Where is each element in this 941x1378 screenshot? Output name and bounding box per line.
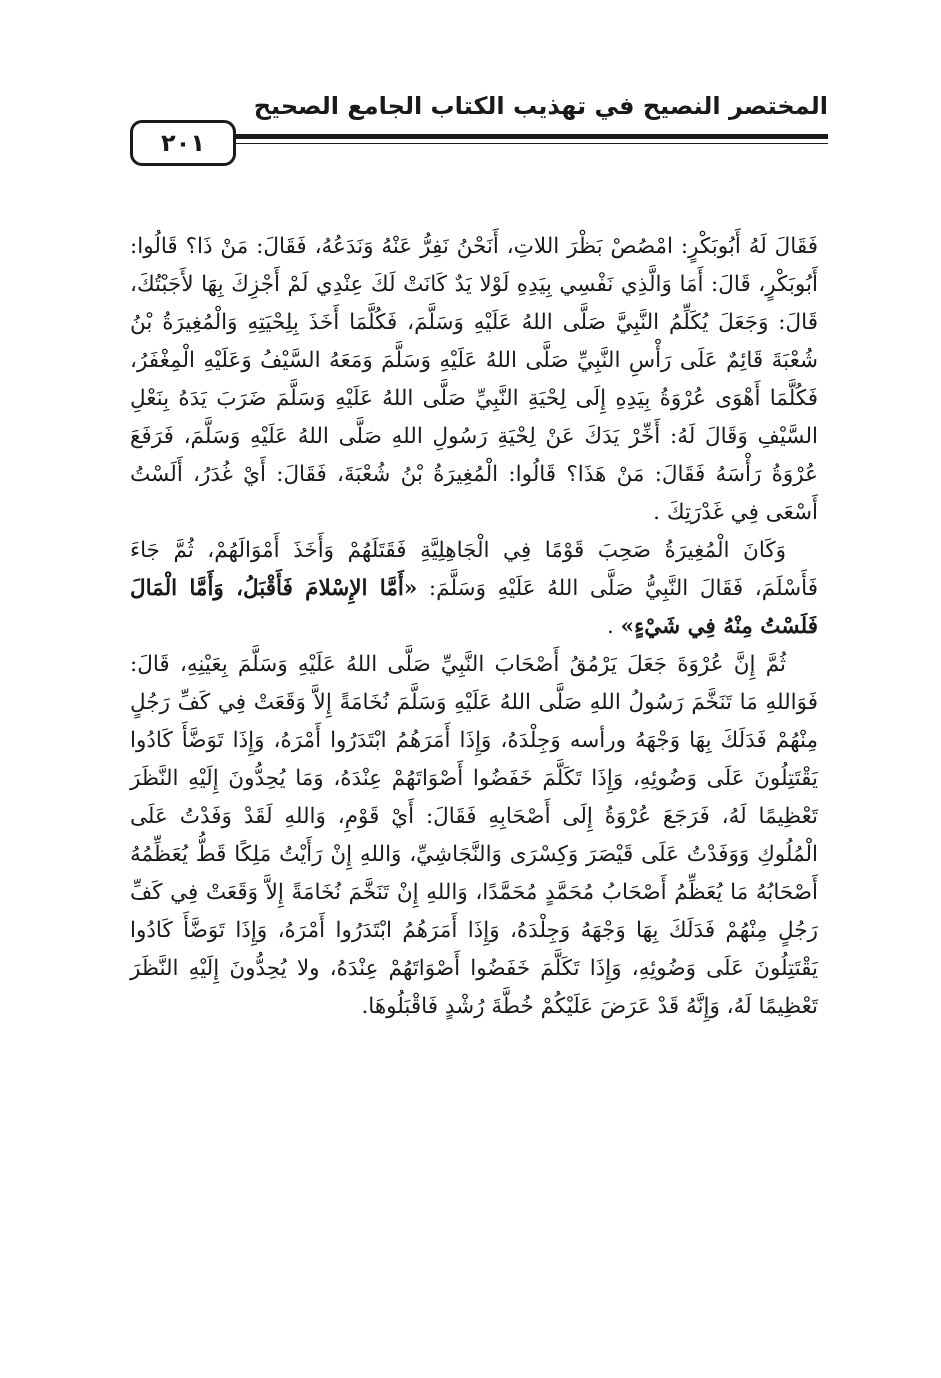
book-title: المختصر النصيح في تهذيب الكتاب الجامع الصحيح (253, 92, 828, 120)
page-number: ٢٠١ (130, 120, 236, 166)
paragraph-3: ثُمَّ إِنَّ عُرْوَةَ جَعَلَ يَرْمُقُ أَصْحَابَ النَّبِيِّ صَلَّى اللهُ عَلَيْهِ وَسَلَّمَ بِعَيْنِهِ، قَالَ: فَوَاللهِ مَا تَنَخَّمَ رَسُولُ اللهِ صَلَّى اللهُ عَلَيْهِ وَسَلَّمَ نُخَامَةً إِلاَّ وَقَعَتْ فِي كَفِّ رَجُلٍ مِنْهُمْ فَدَلَكَ بِهَا وَجْهَهُ ورأسه وَجِلْدَهُ، وَإِذَا أَمَرَهُمُ ابْتَدَرُوا أَمْرَهُ، وَإِذَا تَوَضَّأَ كَادُوا يَقْتَتِلُونَ عَلَى وَضُوئِهِ، وَإِذَا تَكَلَّمَ خَفَضُوا أَصْوَاتَهُمْ عِنْدَهُ، وَمَا يُحِدُّونَ إِلَيْهِ النَّظَرَ تَعْظِيمًا لَهُ، فَرَجَعَ عُرْوَةُ إِلَى أَصْحَابِهِ فَقَالَ: أَيْ قَوْمِ، وَاللهِ لَقَدْ وَفَدْتُ عَلَى الْمُلُوكِ وَوَفَدْتُ عَلَى قَيْصَرَ وَكِسْرَى وَالنَّجَاشِيِّ، وَاللهِ إِنْ رَأَيْتُ مَلِكًا قَطُّ يُعَظِّمُهُ أَصْحَابُهُ مَا يُعَظِّمُ أَصْحَابُ مُحَمَّدٍ مُحَمَّدًا، وَاللهِ إِنْ تَنَخَّمَ نُخَامَةً إِلاَّ وَقَعَتْ فِي كَفِّ رَجُلٍ مِنْهُمْ فَدَلَكَ بِهَا وَجْهَهُ وَجِلْدَهُ، وَإِذَا أَمَرَهُمُ ابْتَدَرُوا أَمْرَهُ، وَإِذَا تَوَضَّأَ كَادُوا يَقْتَتِلُونَ عَلَى وَضُوئِهِ، وَإِذَا تَكَلَّمَ خَفَضُوا أَصْوَاتَهُمْ عِنْدَهُ، ولا يُحِدُّونَ إِلَيْهِ النَّظَرَ تَعْظِيمًا لَهُ، وَإِنَّهُ قَدْ عَرَضَ عَلَيْكُمْ خُطَّةَ رُشْدٍ فَاقْبَلُوهَا. (130, 652, 818, 1019)
page-body (130, 228, 818, 1026)
paragraph-2-text: وَكَانَ الْمُغِيرَةُ صَحِبَ قَوْمًا فِي الْجَاهِلِيَّةِ فَقَتَلَهُمْ وَأَخَذَ أَمْوَالَهُمْ، ثُمَّ جَاءَ فَأَسْلَمَ، فَقَالَ النَّبِيُّ صَلَّى اللهُ عَلَيْهِ وَسَلَّمَ: (130, 538, 818, 601)
paragraph-2-end: . (606, 614, 621, 639)
page-header (120, 92, 828, 182)
header-rule (228, 134, 828, 139)
paragraph-1: فَقَالَ لَهُ أَبُوبَكْرٍ: امْصُصْ بَظْرَ اللاتِ، أَنَحْنُ نَفِرُّ عَنْهُ وَنَدَعُهُ، فَقَالَ: مَنْ ذَا؟ قَالُوا: أَبُوبَكْرٍ، قَالَ: أَمَا وَالَّذِي نَفْسِي بِيَدِهِ لَوْلا يَدٌ كَانَتْ لَكَ عِنْدِي لَمْ أَجْزِكَ بِهَا لأَجَبْتُكَ، قَالَ: وَجَعَلَ يُكَلِّمُ النَّبِيَّ صَلَّى اللهُ عَلَيْهِ وَسَلَّمَ، فَكُلَّمَا أَخَذَ بِلِحْيَتِهِ وَالْمُغِيرَةُ بْنُ شُعْبَةَ قَائِمٌ عَلَى رَأْسِ النَّبِيِّ صَلَّى اللهُ عَلَيْهِ وَسَلَّمَ وَمَعَهُ السَّيْفُ وَعَلَيْهِ الْمِغْفَرُ، فَكُلَّمَا أَهْوَى عُرْوَةُ بِيَدِهِ إِلَى لِحْيَةِ النَّبِيِّ صَلَّى اللهُ عَلَيْهِ وَسَلَّمَ ضَرَبَ يَدَهُ بِنَعْلِ السَّيْفِ وَقَالَ لَهُ: أَخِّرْ يَدَكَ عَنْ لِحْيَةِ رَسُولِ اللهِ صَلَّى اللهُ عَلَيْهِ وَسَلَّمَ، فَرَفَعَ عُرْوَةُ رَأْسَهُ فَقَالَ: مَنْ هَذَا؟ قَالُوا: الْمُغِيرَةُ بْنُ شُعْبَةَ، فَقَالَ: أَيْ غُدَرُ، أَلَسْتُ أَسْعَى فِي غَدْرَتِكَ . (130, 234, 818, 525)
header-rule-thin (228, 143, 828, 144)
paragraph-2 (130, 532, 818, 646)
hadith-quote: «أَمَّا الإِسْلامَ فَأَقْبَلُ، وَأَمَّا الْمَالَ فَلَسْتُ مِنْهُ فِي شَيْءٍ» (130, 576, 818, 639)
